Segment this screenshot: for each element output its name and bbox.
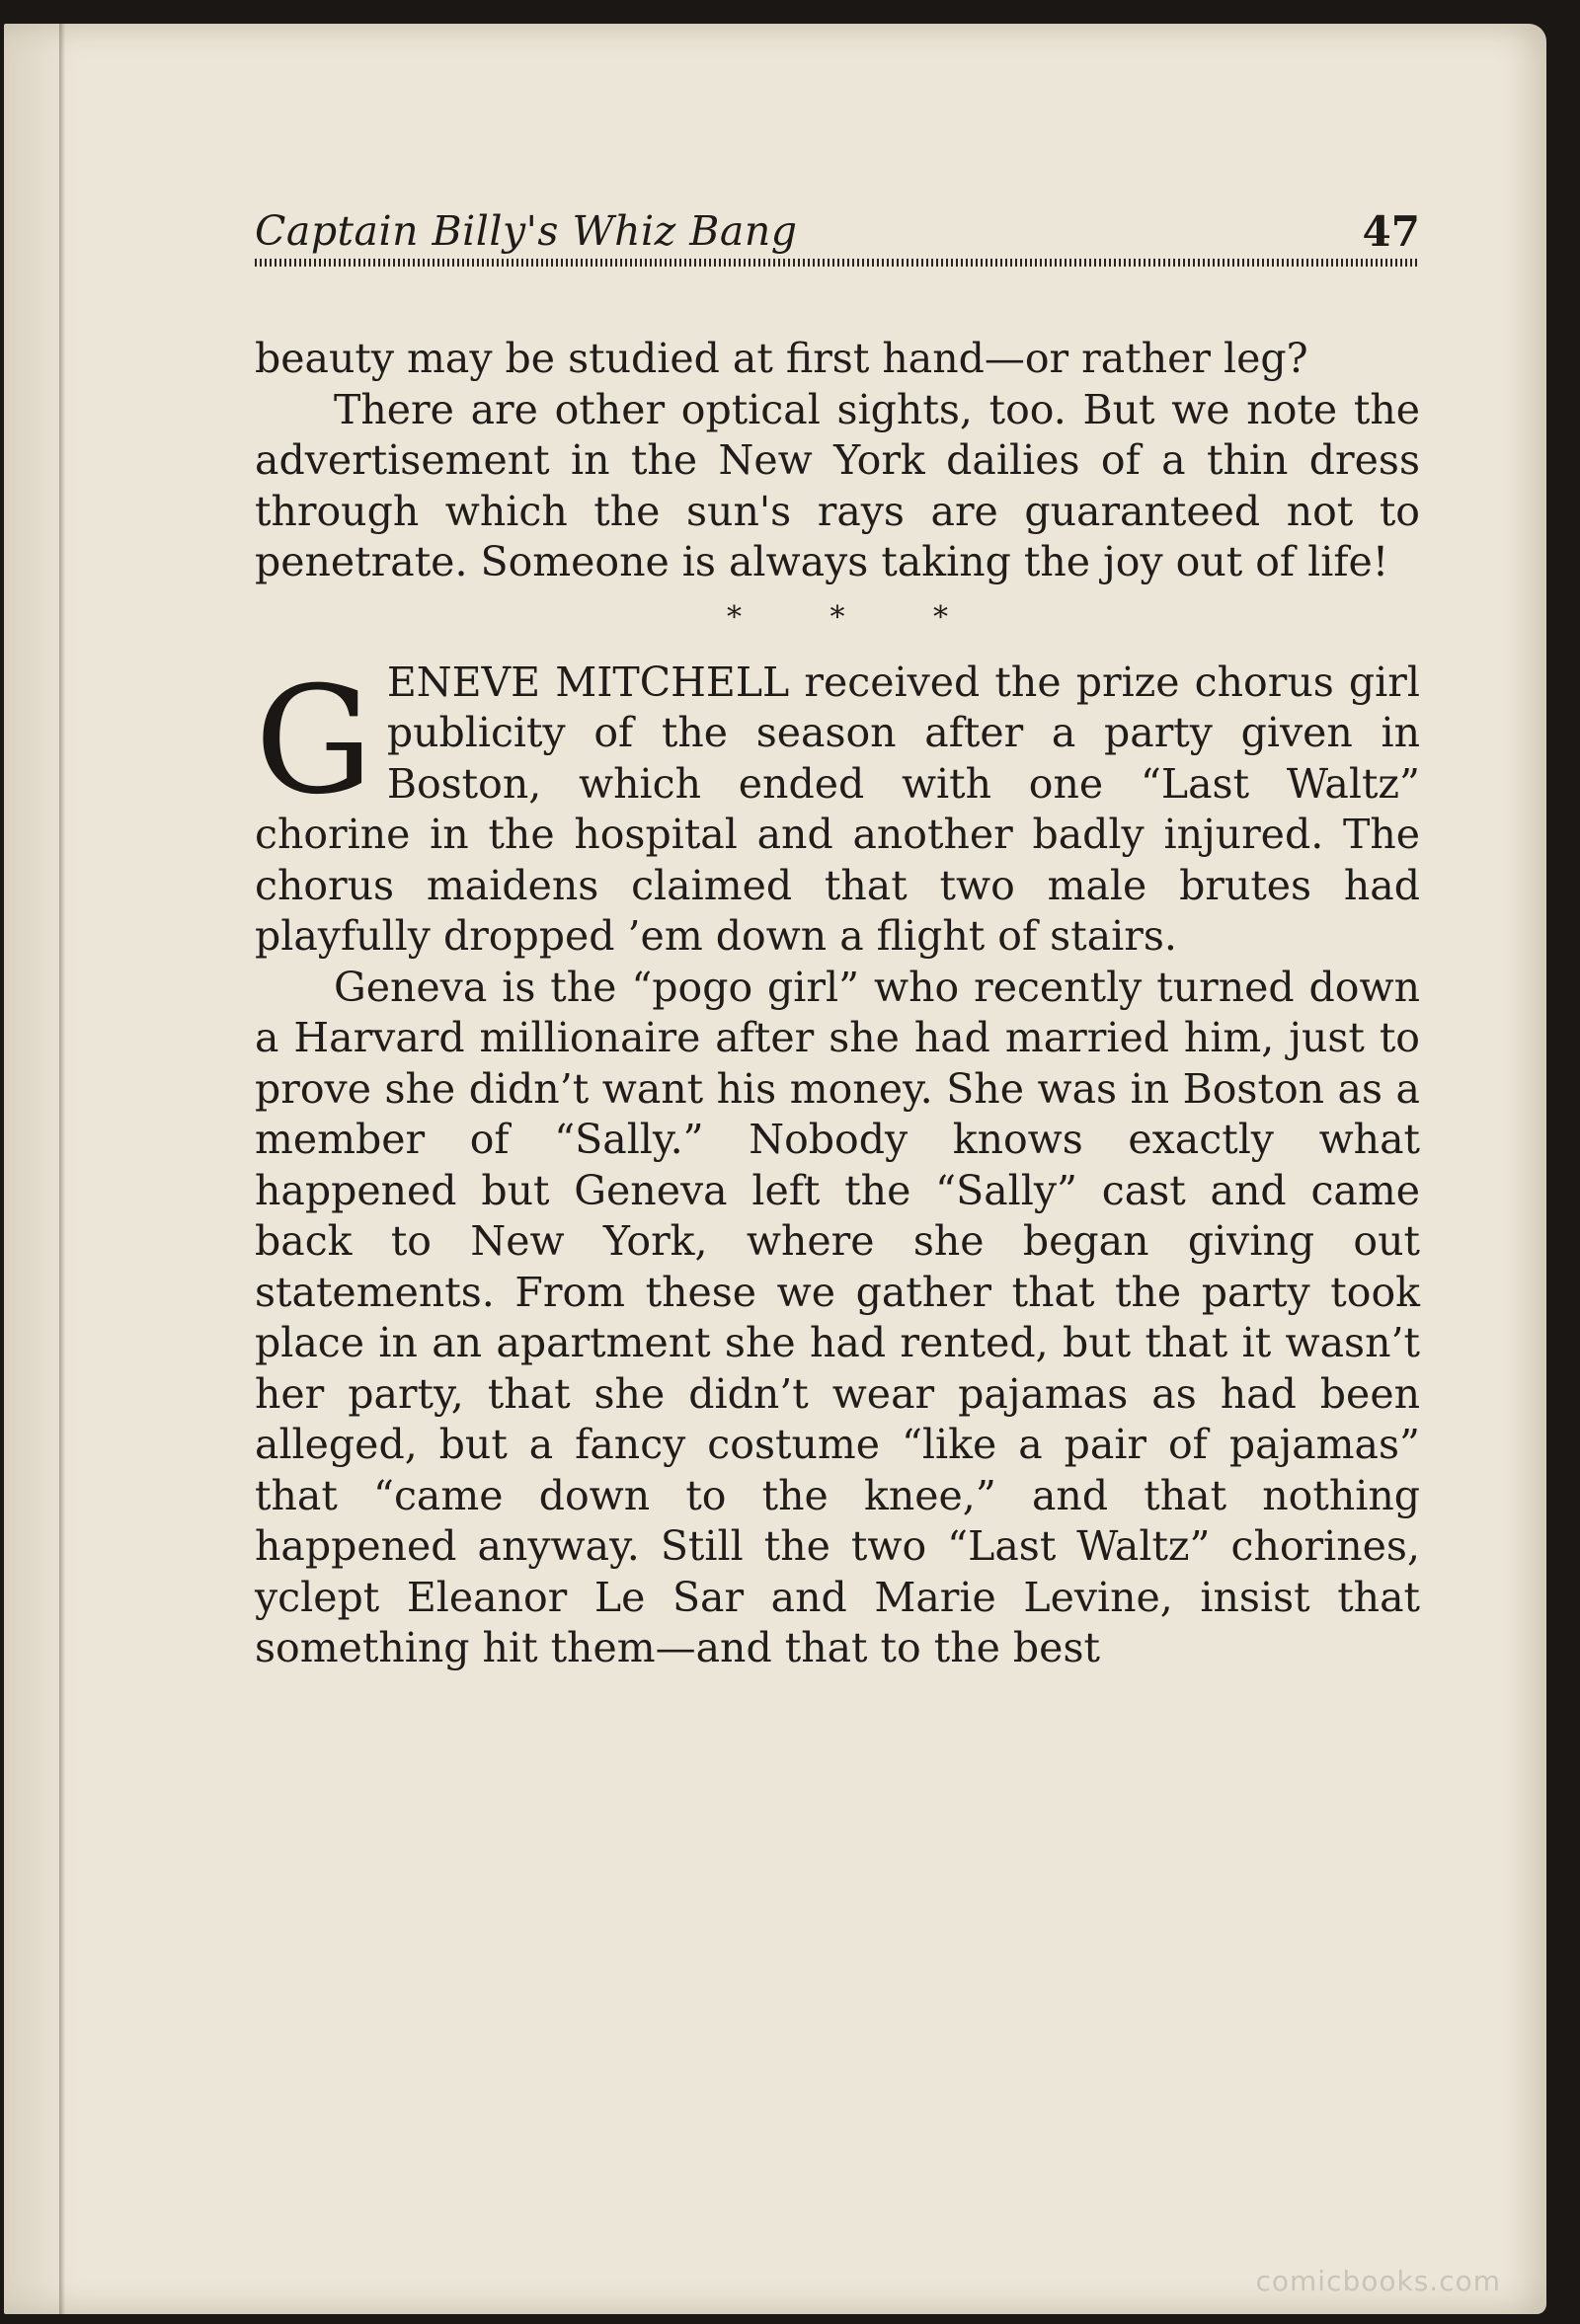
running-title: Captain Billy's Whiz Bang — [255, 207, 798, 255]
paragraph-pogo-girl: Geneva is the “pogo girl” who recently turned down a Harvard millionaire after she had married him, just to prove she didn’t want his money. She was in Boston as a member of “Sally.” Nobody knows exactly what happened but Geneva left the “Sally” cast and came back to New York, where she began giving out statements. From these we gather that the party took place in an apartment she had rented, but that it wasn’t her party, that she didn’t wear pajamas as had been alleged, but a fancy costume “like a pair of pajamas” that “came down to the knee,” and that nothing happened anyway. Still the two “Last Waltz” chorines, yclept Eleanor Le Sar and Marie Levine, insist that something hit them—and that to the best — [255, 963, 1420, 1671]
running-head — [255, 207, 1420, 263]
paragraph-geneve-text: ENEVE MITCHELL received the prize chorus girl publicity of the season after a party given in Boston, which ended with one “Last Waltz” chorine in the hospital and another badly injured. The chorus maidens claimed that two male brutes had playfully dropped ’em down a flight of stairs. — [255, 658, 1420, 960]
page-number: 47 — [1362, 207, 1420, 256]
section-break: * * * — [726, 599, 988, 635]
paragraph-optical-sights: There are other optical sights, too. But we note the advertisement in the New York dailies of a thin dress through which the sun's rays are guaranteed not to penetrate. Someone is always taking the joy out of life! — [255, 385, 1420, 585]
paragraph-geneve-mitchell — [255, 655, 1420, 963]
paragraph-continued: beauty may be studied at first hand—or rather leg? — [255, 335, 1308, 382]
binding-gutter — [59, 24, 65, 2314]
header-rule — [255, 259, 1420, 267]
drop-cap: G — [255, 655, 373, 827]
article-text — [255, 334, 1420, 1674]
source-watermark: comicbooks.com — [1255, 2265, 1501, 2297]
